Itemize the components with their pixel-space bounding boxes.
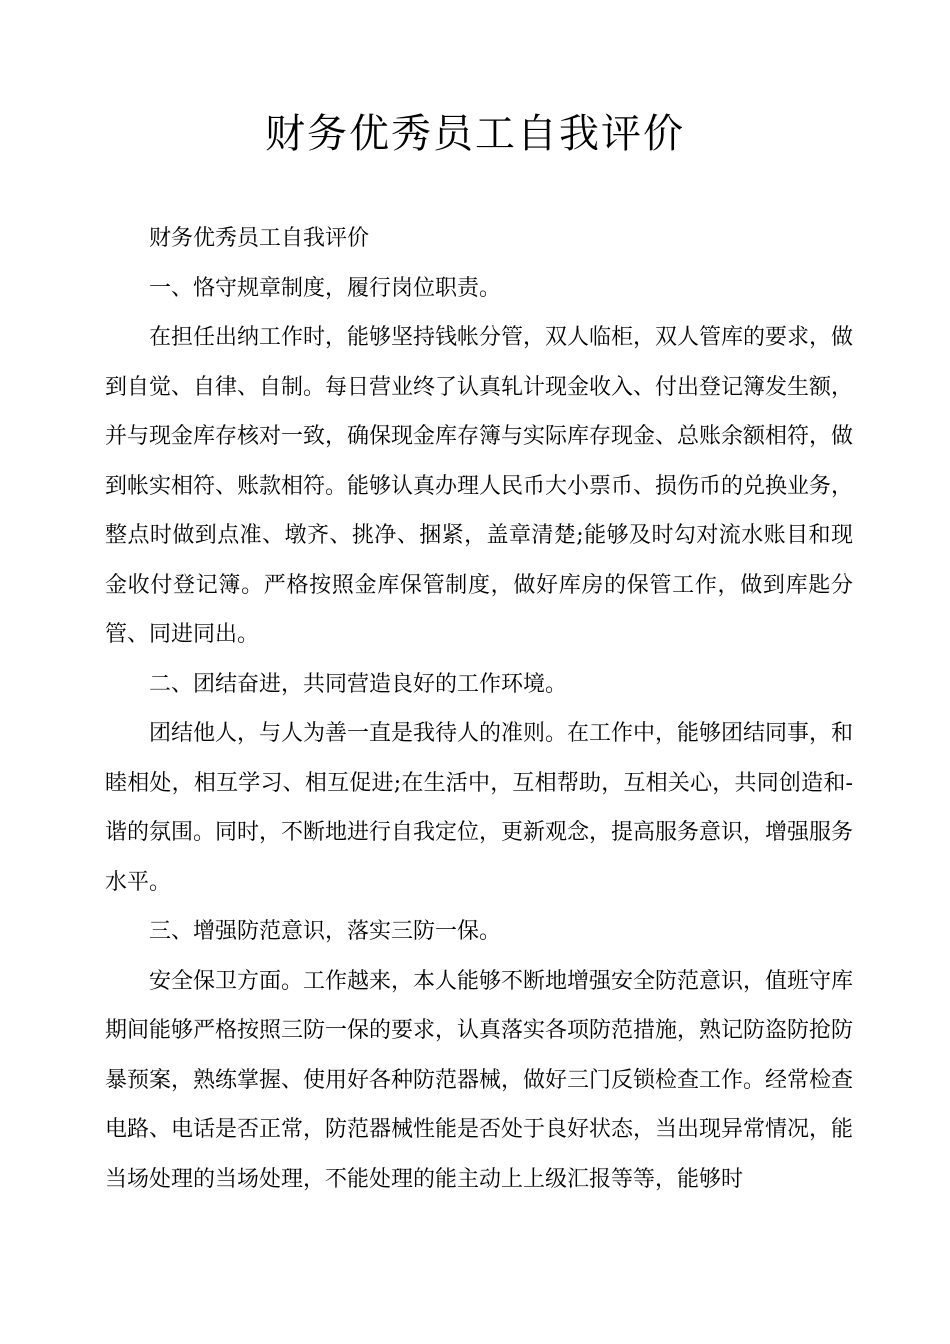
paragraph-subtitle: 财务优秀员工自我评价 [149, 226, 370, 251]
section-heading-2: 二、团结奋进，共同营造良好的工作环境。 [149, 671, 568, 697]
section-heading-3: 三、增强防范意识，落实三防一保。 [149, 919, 502, 944]
paragraph-cashier-duties: 在担任出纳工作时，能够坚持钱帐分管，双人临柜，双人管库的要求，做到自觉、自律、自制。每日营业终了认真轧计现金收入、付出登记簿发生额，并与现金库存核对一致，确保现金库存簿与实际库存现金、总账余额相符，做到帐实相符、账款相符。能够认真办理人民币大小票币、损伤币的兑换业务，整点时做到点准、墩齐、挑净、捆紧，盖章清楚;能够及时勾对流水账目和现金收付登记簿。严格按照金库保管制度，做好库房的保管工作，做到库匙分管、同进同出。 [105, 325, 854, 647]
document-body [105, 214, 853, 1204]
document-title: 财务优秀员工自我评价 [265, 111, 685, 157]
paragraph-teamwork: 团结他人，与人为善一直是我待人的准则。在工作中，能够团结同事，和睦相处，相互学习、相互促进;在生活中，互相帮助，互相关心，共同创造和-谐的氛围。同时，不断地进行自我定位，更新观念，提高服务意识，增强服务水平。 [105, 721, 854, 895]
section-heading-1: 一、恪守规章制度，履行岗位职责。 [149, 275, 502, 301]
paragraph-security: 安全保卫方面。工作越来，本人能够不断地增强安全防范意识，值班守库期间能够严格按照三防一保的要求，认真落实各项防范措施，熟记防盗防抢防暴预案，熟练掌握、使用好各种防范器械，做好三门反锁检查工作。经常检查电路、电话是否正常，防范器械性能是否处于良好状态，当出现异常情况，能当场处理的当场处理，不能处理的能主动上上级汇报等等，能够时 [105, 968, 854, 1192]
